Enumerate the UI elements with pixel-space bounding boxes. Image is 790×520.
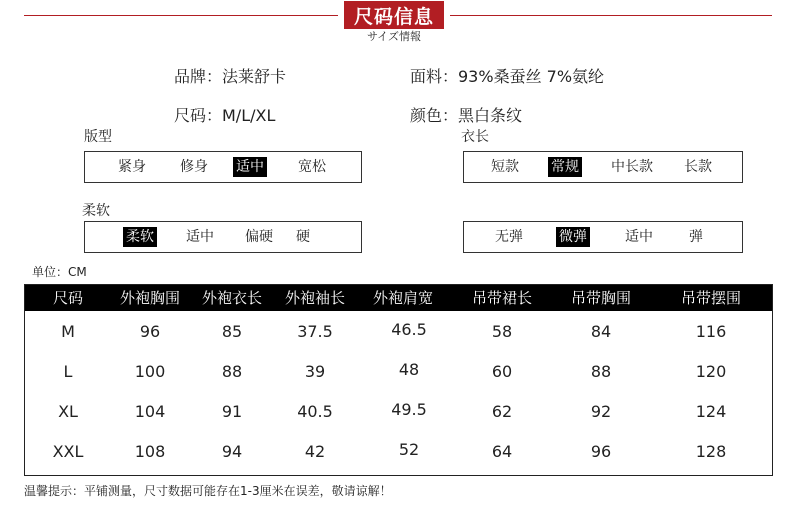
color-info: 颜色：黑白条纹 xyxy=(410,106,523,125)
table-cell: 104 xyxy=(134,402,166,421)
header-cell: 吊带裙长 xyxy=(471,289,533,307)
table-cell: 96 xyxy=(139,322,161,341)
length-option: 中长款 xyxy=(611,159,653,175)
length-option: 短款 xyxy=(491,159,519,175)
elasticity-scale xyxy=(463,221,743,253)
softness-option: 硬 xyxy=(296,229,310,245)
table-cell: 88 xyxy=(590,362,612,381)
table-cell: 128 xyxy=(695,442,727,461)
table-cell: 88 xyxy=(221,362,243,381)
header-cell: 吊带胸围 xyxy=(570,289,632,307)
header-rule-right xyxy=(450,15,772,16)
fit-option: 宽松 xyxy=(298,159,326,175)
table-cell: 92 xyxy=(590,402,612,421)
page-subtitle: サイズ情報 xyxy=(366,30,422,43)
table-cell: 94 xyxy=(221,442,243,461)
length-scale xyxy=(463,151,743,183)
length-option: 长款 xyxy=(684,159,712,175)
softness-option-selected: 柔软 xyxy=(123,227,157,247)
table-cell: 91 xyxy=(221,402,243,421)
brand-info: 品牌：法莱舒卡 xyxy=(174,67,287,86)
fit-option-selected: 适中 xyxy=(233,157,267,177)
elasticity-option-selected: 微弹 xyxy=(556,227,590,247)
size-info: 尺码：M/L/XL xyxy=(174,106,276,125)
table-cell: 85 xyxy=(221,322,243,341)
elasticity-option: 适中 xyxy=(625,229,653,245)
table-cell: 100 xyxy=(134,362,166,381)
fit-scale xyxy=(84,151,362,183)
fit-option: 修身 xyxy=(180,159,208,175)
table-cell: 120 xyxy=(695,362,727,381)
fabric-info: 面料：93%桑蚕丝 7%氨纶 xyxy=(410,67,605,86)
page-title: 尺码信息 xyxy=(344,1,444,29)
table-cell: 37.5 xyxy=(297,322,333,341)
table-cell: 64 xyxy=(491,442,513,461)
fit-label: 版型 xyxy=(84,129,112,145)
header-cell: 外袍衣长 xyxy=(201,289,263,307)
table-cell: XL xyxy=(58,402,78,421)
table-cell: 42 xyxy=(304,442,326,461)
header-rule-left xyxy=(24,15,338,16)
softness-label: 柔软 xyxy=(82,203,110,219)
length-option-selected: 常规 xyxy=(548,157,582,177)
header-cell: 外袍袖长 xyxy=(284,289,346,307)
elasticity-option: 弹 xyxy=(689,229,703,245)
header-cell: 尺码 xyxy=(52,289,84,307)
table-cell: 39 xyxy=(304,362,326,381)
table-cell: XXL xyxy=(52,442,84,461)
unit-label: 单位：CM xyxy=(32,265,87,279)
header-cell: 外袍肩宽 xyxy=(372,289,434,307)
table-cell: 96 xyxy=(590,442,612,461)
size-table xyxy=(24,284,773,476)
softness-option: 偏硬 xyxy=(245,229,273,245)
table-cell: 52 xyxy=(398,440,420,459)
table-header xyxy=(25,285,772,311)
table-cell: M xyxy=(61,322,75,341)
table-cell: 49.5 xyxy=(391,400,427,419)
measurement-note: 温馨提示：平铺测量，尺寸数据可能存在1-3厘米在误差，敬请谅解！ xyxy=(24,484,392,498)
fit-option: 紧身 xyxy=(118,159,146,175)
table-cell: 46.5 xyxy=(391,320,427,339)
table-cell: 40.5 xyxy=(297,402,333,421)
elasticity-option: 无弹 xyxy=(495,229,523,245)
table-cell: 48 xyxy=(398,360,420,379)
table-cell: L xyxy=(63,362,73,381)
softness-option: 适中 xyxy=(186,229,214,245)
softness-scale xyxy=(84,221,362,253)
header-cell: 外袍胸围 xyxy=(119,289,181,307)
header-cell: 吊带摆围 xyxy=(680,289,742,307)
length-label: 衣长 xyxy=(461,129,489,145)
table-cell: 62 xyxy=(491,402,513,421)
table-cell: 124 xyxy=(695,402,727,421)
table-cell: 60 xyxy=(491,362,513,381)
table-cell: 84 xyxy=(590,322,612,341)
table-cell: 58 xyxy=(491,322,513,341)
table-cell: 116 xyxy=(695,322,727,341)
table-cell: 108 xyxy=(134,442,166,461)
